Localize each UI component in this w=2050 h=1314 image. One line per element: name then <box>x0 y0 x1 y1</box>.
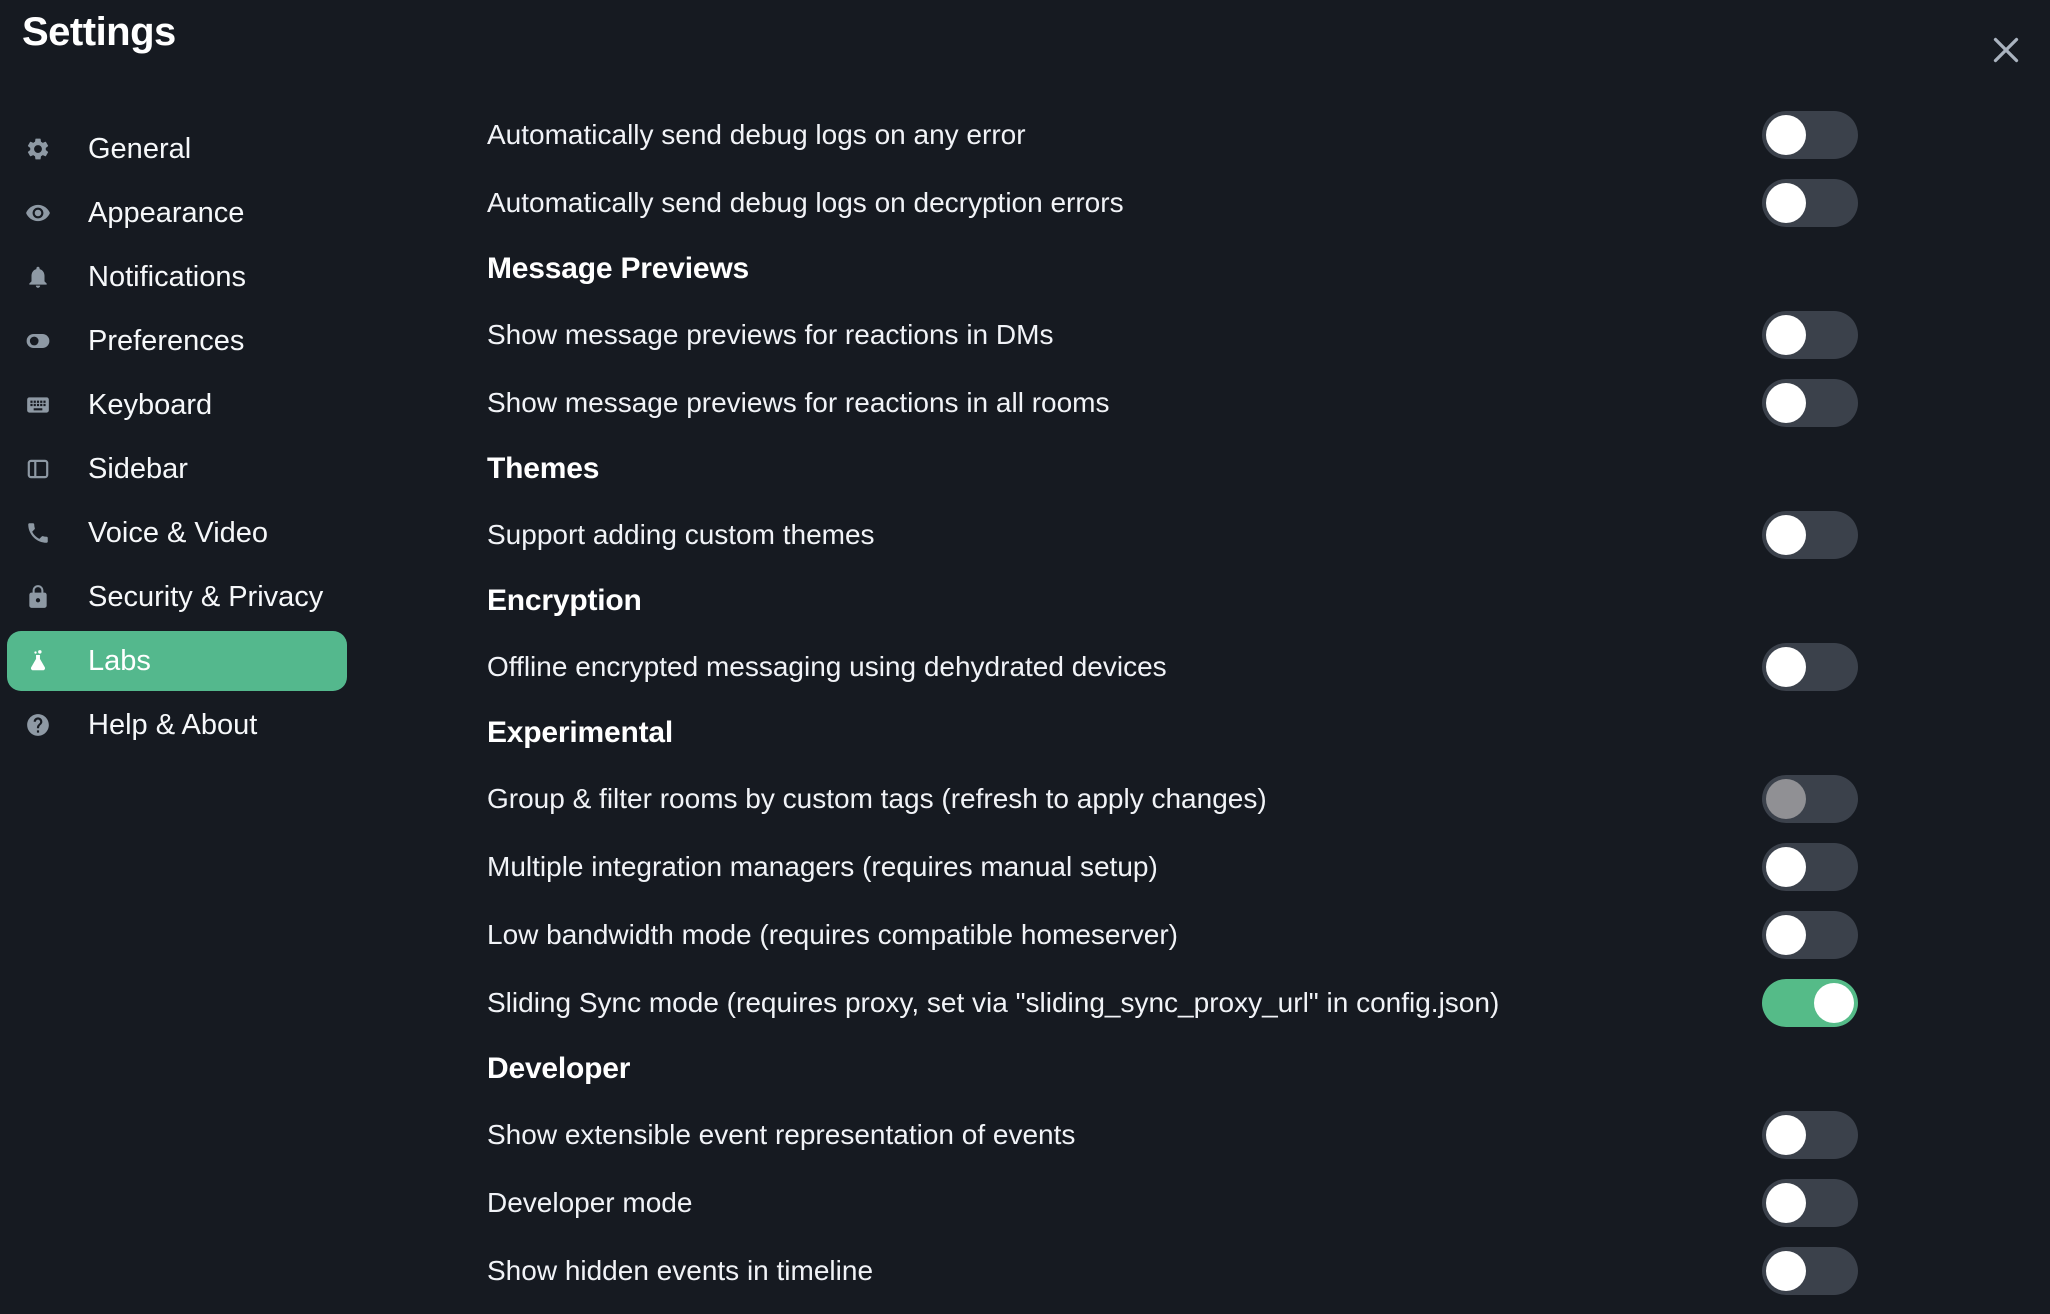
sidebar-item-voice-video[interactable] <box>7 503 347 563</box>
toggle-knob <box>1766 183 1806 223</box>
setting-label: Offline encrypted messaging using dehydrated devices <box>487 651 1167 682</box>
flask-icon <box>25 648 51 674</box>
page-title: Settings <box>22 10 176 54</box>
toggle-show-hidden-events-in-timeline[interactable] <box>1762 1247 1858 1295</box>
setting-label: Multiple integration managers (requires manual setup) <box>487 851 1158 882</box>
sidebar-item-label: Keyboard <box>88 388 213 421</box>
sidebar-item-appearance[interactable] <box>7 183 347 243</box>
toggle-automatically-send-debug-logs-on-decrypt[interactable] <box>1762 179 1858 227</box>
setting-label: Show extensible event representation of events <box>487 1119 1076 1150</box>
columns-icon <box>25 456 51 482</box>
toggle-icon <box>25 328 51 354</box>
sidebar-item-sidebar[interactable] <box>7 439 347 499</box>
section-header-experimental: Experimental <box>487 716 674 749</box>
sidebar-item-security-privacy[interactable] <box>7 567 347 627</box>
sidebar-item-general[interactable] <box>7 119 347 179</box>
toggle-low-bandwidth-mode-requires-compatible-h[interactable] <box>1762 911 1858 959</box>
section-header-developer: Developer <box>487 1052 631 1085</box>
close-icon <box>1988 55 2024 72</box>
lock-icon <box>25 584 51 610</box>
sidebar-item-labs[interactable] <box>7 631 347 691</box>
setting-row-offline-encrypted-messaging-using-dehydr <box>487 633 1858 701</box>
sidebar-item-keyboard[interactable] <box>7 375 347 435</box>
setting-label: Sliding Sync mode (requires proxy, set via "sliding_sync_proxy_url" in config.json) <box>487 987 1500 1018</box>
toggle-knob <box>1766 383 1806 423</box>
keyboard-icon <box>25 392 51 418</box>
setting-label: Group & filter rooms by custom tags (refresh to apply changes) <box>487 783 1267 814</box>
toggle-knob <box>1766 515 1806 555</box>
setting-label: Support adding custom themes <box>487 519 875 550</box>
setting-row-multiple-integration-managers-requires-m <box>487 833 1858 901</box>
toggle-knob <box>1766 647 1806 687</box>
toggle-support-adding-custom-themes[interactable] <box>1762 511 1858 559</box>
setting-label: Show hidden events in timeline <box>487 1255 874 1286</box>
toggle-knob <box>1766 847 1806 887</box>
setting-row-support-adding-custom-themes <box>487 501 1858 569</box>
toggle-show-message-previews-for-reactions-in-a[interactable] <box>1762 379 1858 427</box>
toggle-knob <box>1766 115 1806 155</box>
close-button[interactable] <box>1988 32 2024 68</box>
toggle-automatically-send-debug-logs-on-any-err[interactable] <box>1762 111 1858 159</box>
setting-row-show-message-previews-for-reactions-in-a <box>487 369 1858 437</box>
sidebar-item-label: Notifications <box>88 260 246 293</box>
phone-icon <box>25 520 51 546</box>
toggle-knob <box>1766 915 1806 955</box>
setting-label: Developer mode <box>487 1187 693 1218</box>
toggle-knob <box>1814 983 1854 1023</box>
gear-icon <box>25 136 51 162</box>
setting-row-automatically-send-debug-logs-on-any-err <box>487 101 1858 169</box>
settings-rows <box>487 101 1858 1305</box>
toggle-offline-encrypted-messaging-using-dehydr[interactable] <box>1762 643 1858 691</box>
setting-row-low-bandwidth-mode-requires-compatible-h <box>487 901 1858 969</box>
sidebar-item-label: Voice & Video <box>88 516 269 549</box>
sidebar-item-label: Help & About <box>88 708 258 741</box>
help-icon <box>25 712 51 738</box>
setting-row-developer-mode <box>487 1169 1858 1237</box>
toggle-sliding-sync-mode-requires-proxy-set-via[interactable] <box>1762 979 1858 1027</box>
sidebar-item-label: Labs <box>88 644 151 677</box>
toggle-group-filter-rooms-by-custom-tags-refres[interactable] <box>1762 775 1858 823</box>
sidebar-item-notifications[interactable] <box>7 247 347 307</box>
toggle-knob <box>1766 1115 1806 1155</box>
toggle-knob <box>1766 315 1806 355</box>
section-header-themes: Themes <box>487 452 600 485</box>
section-header-message-previews: Message Previews <box>487 252 749 285</box>
toggle-developer-mode[interactable] <box>1762 1179 1858 1227</box>
bell-icon <box>25 264 51 290</box>
setting-label: Automatically send debug logs on decryption errors <box>487 187 1124 218</box>
toggle-show-message-previews-for-reactions-in-d[interactable] <box>1762 311 1858 359</box>
setting-row-show-extensible-event-representation-of- <box>487 1101 1858 1169</box>
sidebar-item-label: Preferences <box>88 324 245 357</box>
section-header-encryption: Encryption <box>487 584 642 617</box>
setting-row-show-message-previews-for-reactions-in-d <box>487 301 1858 369</box>
sidebar-item-label: Security & Privacy <box>88 580 324 613</box>
setting-row-sliding-sync-mode-requires-proxy-set-via <box>487 969 1858 1037</box>
sidebar-item-help-about[interactable] <box>7 695 347 755</box>
settings-sidebar <box>7 119 347 759</box>
sidebar-item-label: General <box>88 132 192 165</box>
setting-label: Show message previews for reactions in all rooms <box>487 387 1110 418</box>
toggle-knob <box>1766 779 1806 819</box>
setting-label: Show message previews for reactions in DMs <box>487 319 1054 350</box>
eye-icon <box>25 200 51 226</box>
toggle-knob <box>1766 1251 1806 1291</box>
setting-row-show-hidden-events-in-timeline <box>487 1237 1858 1305</box>
setting-row-group-filter-rooms-by-custom-tags-refres <box>487 765 1858 833</box>
setting-label: Low bandwidth mode (requires compatible homeserver) <box>487 919 1179 950</box>
toggle-knob <box>1766 1183 1806 1223</box>
toggle-multiple-integration-managers-requires-m[interactable] <box>1762 843 1858 891</box>
sidebar-item-label: Sidebar <box>88 452 188 485</box>
sidebar-item-preferences[interactable] <box>7 311 347 371</box>
setting-row-automatically-send-debug-logs-on-decrypt <box>487 169 1858 237</box>
sidebar-item-label: Appearance <box>88 196 245 229</box>
toggle-show-extensible-event-representation-of-[interactable] <box>1762 1111 1858 1159</box>
setting-label: Automatically send debug logs on any error <box>487 119 1026 150</box>
